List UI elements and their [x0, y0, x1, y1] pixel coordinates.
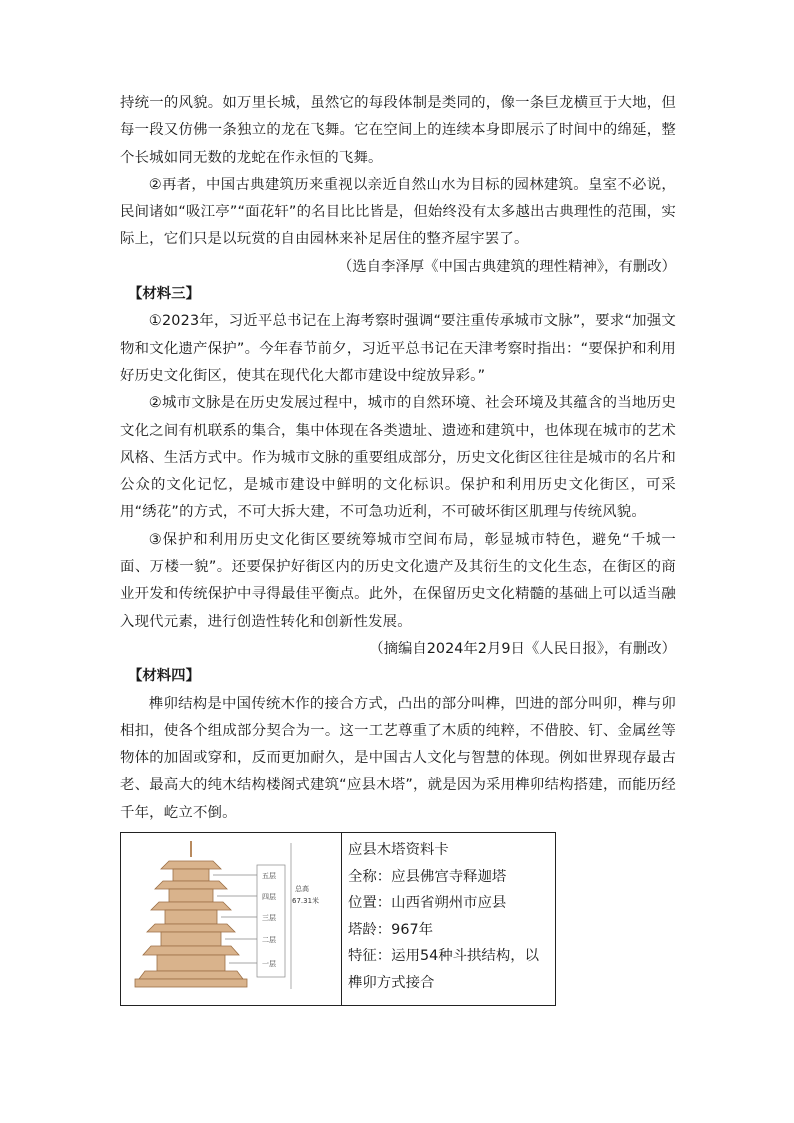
floor-label-1: 一层: [262, 960, 276, 968]
floor-label-2: 二层: [262, 936, 276, 944]
material3-paragraph-2: ②城市文脉是在历史发展过程中，城市的自然环境、社会环境及其蕴含的当地历史文化之间有机联系的集合，集中体现在各类遗址、遗迹和建筑中，也体现在城市的艺术风格、生活方式中。作为城市文脉的重要组成部分，历史文化街区往往是城市的名片和公众的文化记忆，是城市建设中鲜明的文化标识。保护和利用历史文化街区，可采用“绣花”的方式，不可大拆大建，不可急功近利，不可破坏街区肌理与传统风貌。: [120, 395, 676, 521]
card-age: 塔龄：967年: [348, 921, 434, 938]
pagoda-info-card: [120, 832, 556, 1006]
material3-source: （摘编自2024年2月9日《人民日报》，有删改）: [369, 640, 676, 657]
pagoda-icon: [129, 839, 333, 999]
height-value: 67.31米: [292, 897, 320, 905]
card-title: 应县木塔资料卡: [348, 842, 449, 858]
material4-heading: 【材料四】: [128, 668, 200, 685]
card-feature-line-1: 特征：运用54种斗拱结构，以: [348, 948, 539, 964]
material3-heading: 【材料三】: [128, 286, 200, 303]
material3-paragraph-3: ③保护和利用历史文化街区要统筹城市空间布局，彰显城市特色，避免“千城一面、万楼一貌”。还要保护好街区内的历史文化遗产及其衍生的文化生态，在街区的商业开发和传统保护中寻得最佳平衡点。此外，在保留历史文化精髓的基础上可以适当融入现代元素，进行创造性转化和创新性发展。: [120, 531, 676, 630]
material3-paragraph-1: ①2023年，习近平总书记在上海考察时强调“要注重传承城市文脉”，要求“加强文物和文化遗产保护”。今年春节前夕，习近平总书记在天津考察时指出：“要保护和利用好历史文化街区，使其在现代化大都市建设中绽放异彩。”: [120, 313, 676, 384]
card-feature-line-2: 榫卯方式接合: [348, 974, 435, 991]
floor-label-3: 三层: [262, 914, 276, 922]
floor-label-4: 四层: [262, 893, 276, 901]
card-location: 位置：山西省朔州市应县: [348, 895, 507, 911]
document-body: [120, 90, 676, 827]
material2-source: （选自李泽厚《中国古典建筑的理性精神》，有删改）: [337, 258, 676, 275]
card-name: 全称：应县佛宫寺释迦塔: [348, 868, 507, 885]
floor-label-5: 五层: [262, 872, 276, 880]
material2-paragraph-1: 持统一的风貌。如万里长城，虽然它的每段体制是类同的，像一条巨龙横亘于大地，但每一段又仿佛一条独立的龙在飞舞。它在空间上的连续本身即展示了时间中的绵延，整个长城如同无数的龙蛇在作永恒的飞舞。: [120, 95, 676, 166]
pagoda-info-text: [342, 833, 555, 1005]
height-label: 总高: [295, 885, 309, 893]
material2-paragraph-2: ②再者，中国古典建筑历来重视以亲近自然山水为目标的园林建筑。皇室不必说，民间诸如“吸江亭”“面花轩”的名目比比皆是，但始终没有太多越出古典理性的范围，实际上，它们只是以玩赏的自由园林来补足居住的整齐屋宇罢了。: [120, 176, 676, 248]
pagoda-illustration: [121, 833, 342, 1005]
material4-paragraph-1: 榫卯结构是中国传统木作的接合方式，凸出的部分叫榫，凹进的部分叫卯，榫与卯相扣，使各个组成部分契合为一。这一工艺尊重了木质的纯粹，不借胶、钉、金属丝等物体的加固或穿和，反而更加耐久，是中国古人文化与智慧的体现。例如世界现存最古老、最高大的纯木结构楼阁式建筑“应县木塔”，就是因为采用榫卯结构搭建，而能历经千年，屹立不倒。: [120, 695, 676, 821]
